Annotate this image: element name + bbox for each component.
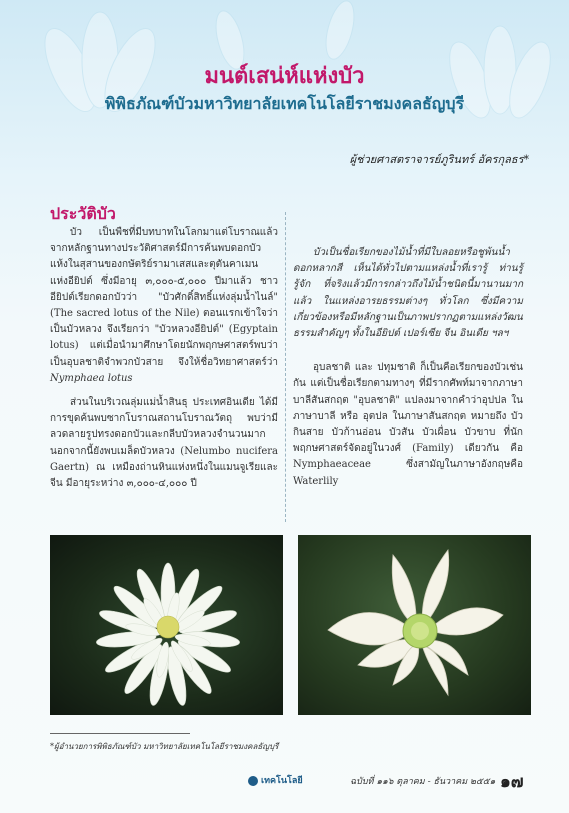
left-paragraph-2: ส่วนในบริเวณลุ่มแม่น้ำสินธุ ประเทศอินเดีย ได้มีการขุดค้นพบซากโบราณสถานโบราณวัตถุ พบว่ามีลวดลายรูปทรงดอกบัวและกลีบบัวหลวงจำนวนมาก นอกจากนี้ยังพบเมล็ดบัวหลวง (Nelumbo nucifera Gaertn) ณ เหมืองถ่านหินแห่งหนึ่งในแมนจูเรียและจีน มีอายุระหว่าง ๓,๐๐๐-๔,๐๐๐ ปี	[50, 397, 278, 490]
article-title: มนต์เสน่ห์แห่งบัว	[204, 64, 365, 89]
right-paragraph-1: บัวเป็นชื่อเรียกของไม้น้ำที่มีใบลอยหรือชูพ้นน้ำ ดอกหลากสี เห็นได้ทั่วไปตามแหล่งน้ำที่เรารู้ ท่านรู้ รู้จัก ที่จริงแล้วมีการกล่าวถึงไม้น้ำชนิดนี้มานานมากแล้ว ในแหล่งอารยธรรมต่างๆ ทั่วโลก ซึ่งมีความเกี่ยวข้องหรือมีหลักฐานเป็นภาพปรากฏตามแหล่งวัฒนธรรมสำคัญๆ ทั้งในอียิปต์ เปอร์เซีย จีน อินเดีย ฯลฯ	[293, 247, 523, 340]
photo-white-waterlily	[50, 535, 283, 715]
photo-white-lotus	[298, 535, 531, 715]
footnote: *ผู้อำนวยการพิพิธภัณฑ์บัว มหาวิทยาลัยเทคโนโลยีราชมงคลธัญบุรี	[50, 742, 279, 751]
right-paragraph-2: อุบลชาติ และ ปทุมชาติ ก็เป็นคือเรียกของบัวเช่นกัน แต่เป็นชื่อเรียกตามทางๆ ที่มีรากศัพท์มาจากภาษาบาลีสันสกฤต "อุบลชาติ" แปลงมาจากคำว่าอุปปล ในภาษาบาลี หรือ อุตปล ในภาษาสันสกฤต หมายถึง บัวกินสาย บัวก้านอ่อน บัวสัน บัวเผื่อน บัวขาบ ที่นักพฤกษศาสตร์จัดอยู่ในวงศ์ (Family) เดียวกัน คือ Nymphaeaceae ซึ่งสามัญในภาษาอังกฤษคือ Waterlily	[293, 362, 523, 487]
footnote-rule	[50, 733, 190, 734]
waterlily-illustration	[50, 535, 283, 715]
logo-icon	[248, 776, 258, 786]
logo-text: เทคโนโลยี	[261, 776, 303, 786]
column-divider	[285, 212, 286, 522]
left-column	[50, 225, 278, 500]
author-byline: ผู้ช่วยศาสตราจารย์ภูรินทร์ อัครกุลธร*	[349, 153, 529, 166]
article-subtitle: พิพิธภัณฑ์บัวมหาวิทยาลัยเทคโนโลยีราชมงคลธัญบุรี	[104, 94, 465, 113]
left-paragraph-1	[50, 225, 278, 387]
left-paragraph-1-text: บัว เป็นพืชที่มีบทบาทในโลกมาแต่โบราณแล้ว จากหลักฐานทางประวัติศาสตร์มีการค้นพบดอกบัวแห้งในสุสานของกษัตริย์รามาเสสและตุตันคาเมน แห่งอียิปต์ ซึ่งมีอายุ ๓,๐๐๐-๕,๐๐๐ ปีมาแล้ว ชาวอียิปต์เรียกดอกบัวว่า "บัวศักดิ์สิทธิ์แห่งลุ่มน้ำไนล์" (The sacred lotus of the Nile) ตอนแรกเข้าใจว่าเป็นบัวหลวง จึงเรียกว่า "บัวหลวงอียิปต์" (Egyptain lotus) แต่เมื่อนำมาศึกษาโดยนักพฤกษศาสตร์พบว่าเป็นอุบลชาติจำพวกบัวสาย จึงให้ชื่อวิทยาศาสตร์ว่า	[50, 227, 278, 368]
page-number: ๑๗	[500, 772, 524, 792]
scientific-name: Nymphaea lotus	[50, 372, 133, 384]
section-heading-history: ประวัติบัว	[50, 204, 116, 223]
right-column	[293, 245, 523, 498]
issue-info: ฉบับที่ ๑๑๖ ตุลาคม - ธันวาคม ๒๕๕๑	[350, 777, 496, 787]
publication-logo	[248, 773, 303, 787]
lotus-illustration	[298, 535, 531, 715]
